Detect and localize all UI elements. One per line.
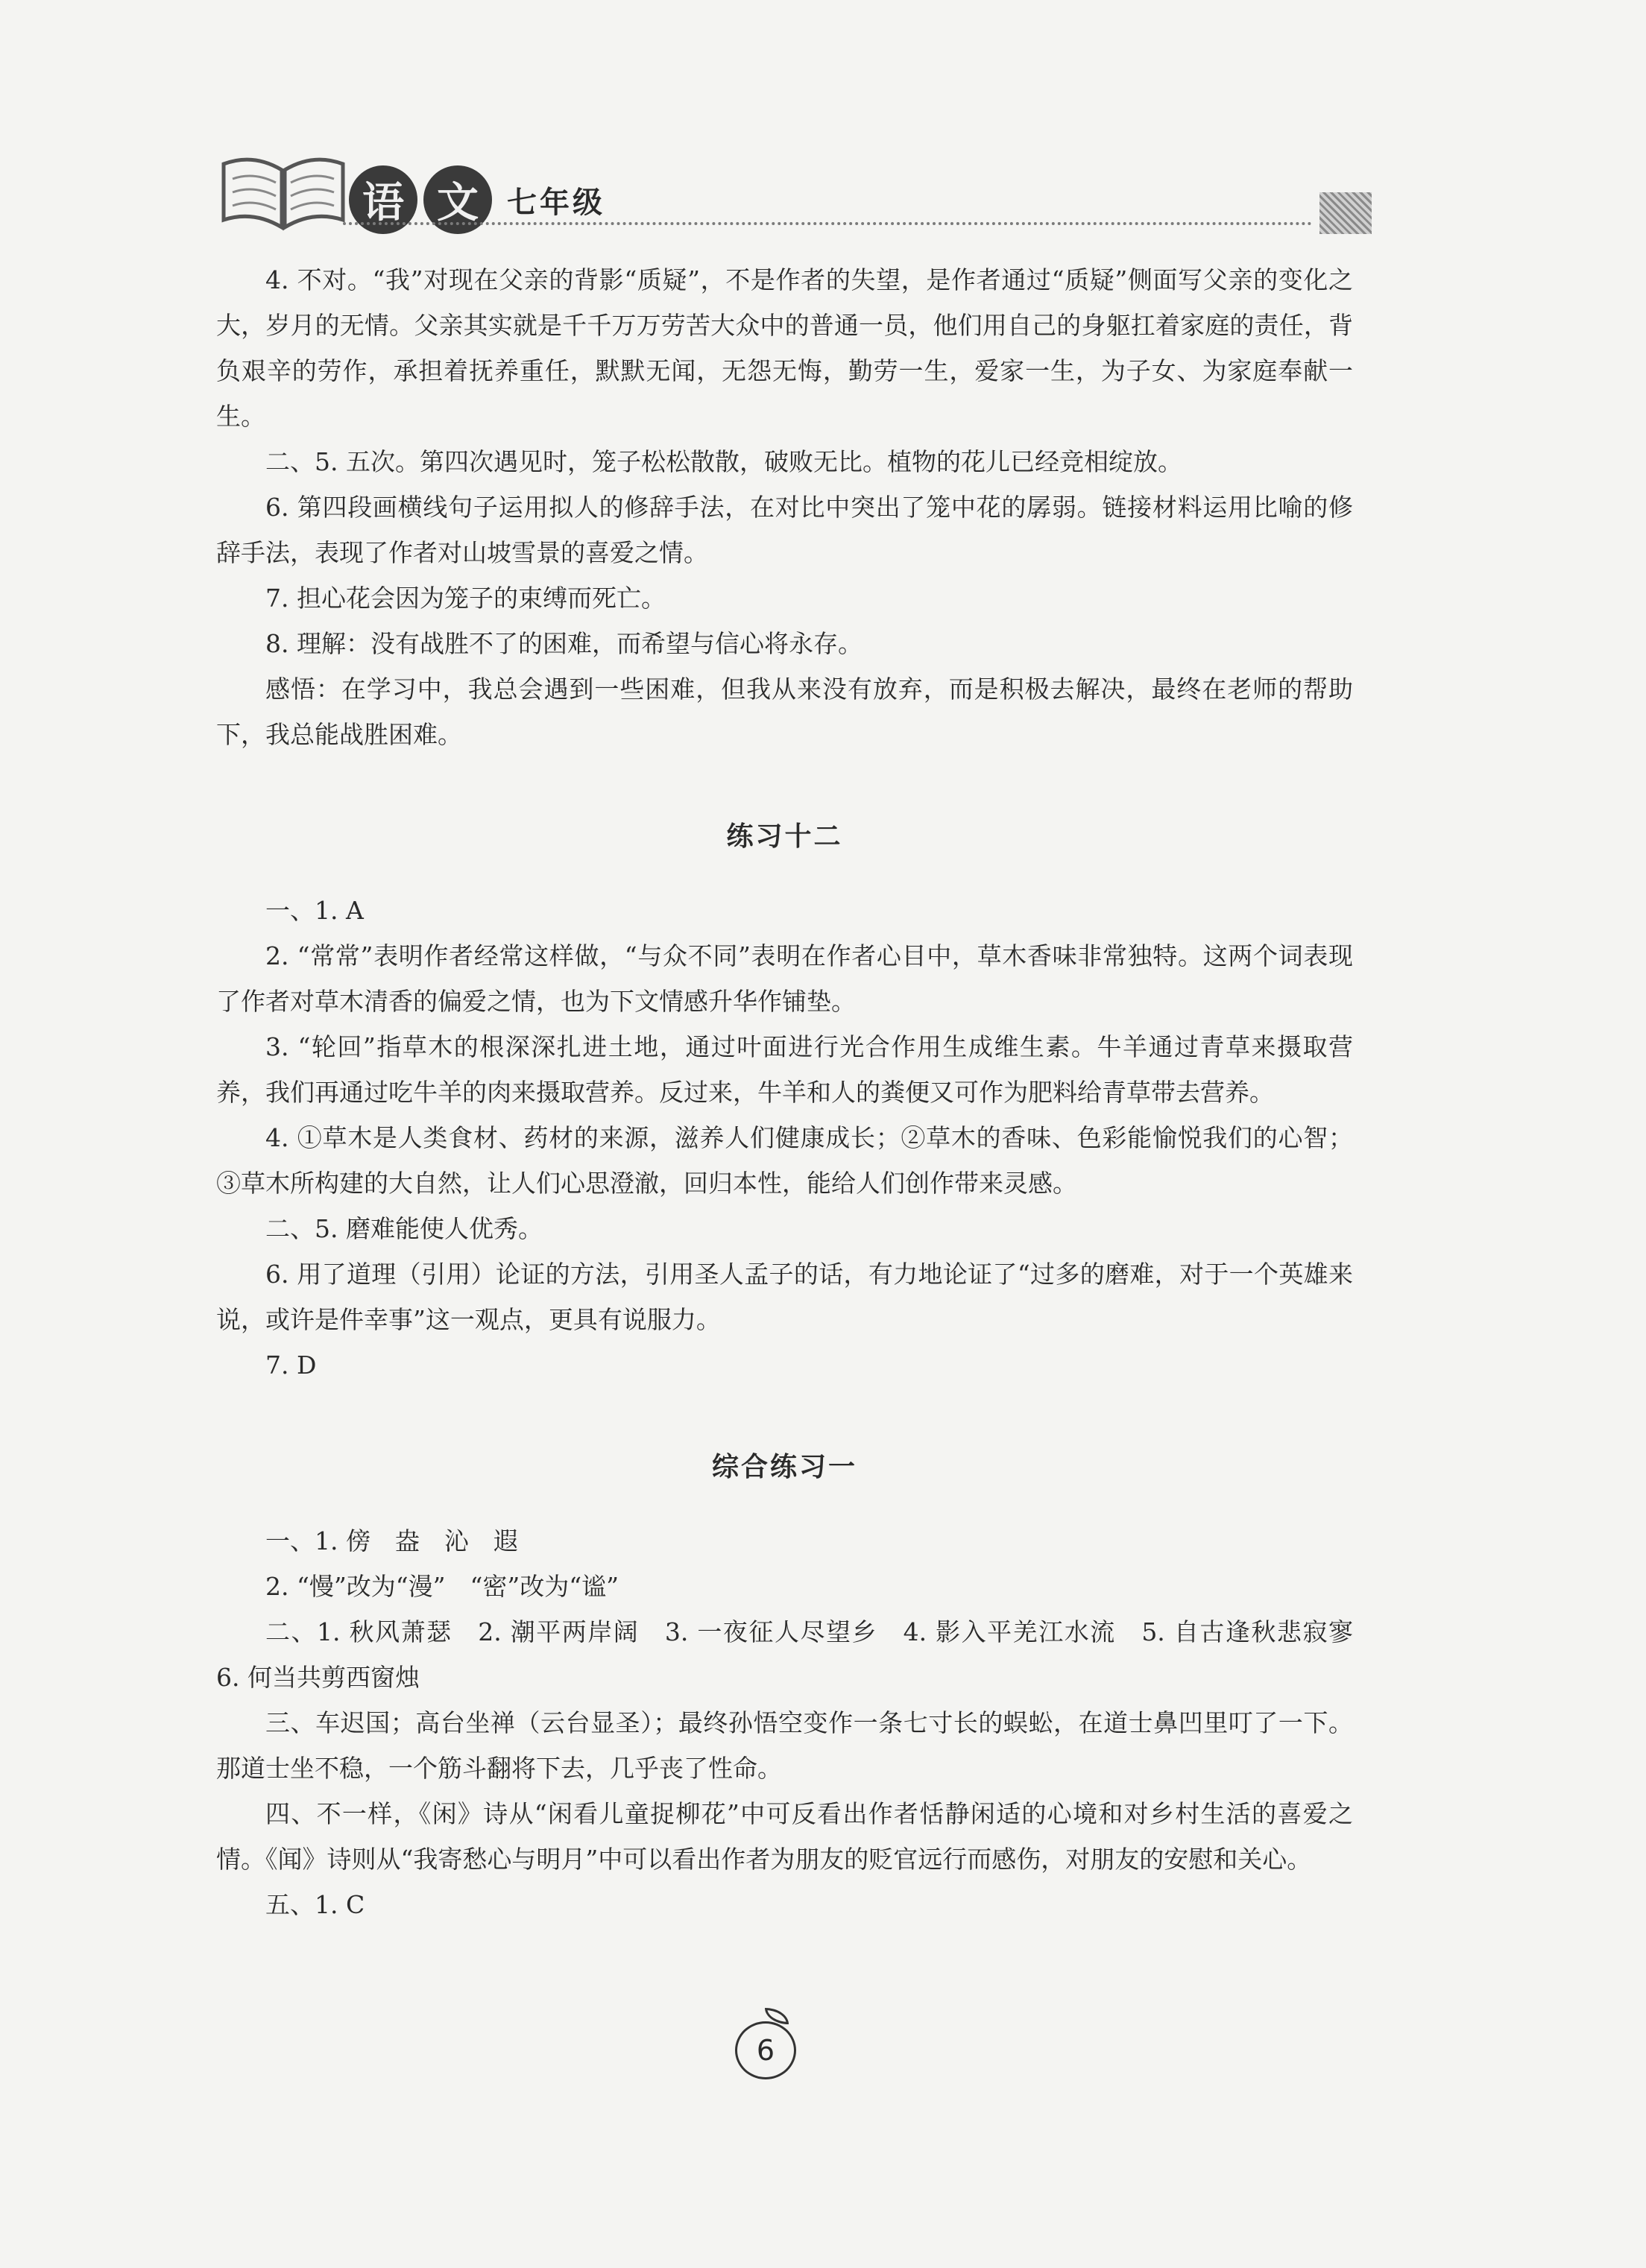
header-divider: [343, 222, 1312, 225]
section-comprehensive-1: [216, 1518, 1378, 1927]
section-continued: [216, 257, 1353, 757]
answer-paragraph: 二、5. 磨难能使人优秀。: [265, 1214, 543, 1243]
answer-paragraph: 6. 用了道理（引用）论证的方法，引用圣人孟子的话，有力地论证了“过多的磨难，对于一个英雄来说，或许是件幸事”这一观点，更具有说服力。: [216, 1260, 1353, 1334]
answer-content: [216, 257, 1378, 1927]
answer-paragraph: 感悟：在学习中，我总会遇到一些困难，但我从来没有放弃，而是积极去解决，最终在老师的帮助下，我总能战胜困难。: [216, 675, 1353, 749]
answer-paragraph: 2. “慢”改为“漫” “密”改为“谧”: [265, 1572, 619, 1601]
section-title: 综合练习一: [711, 1452, 857, 1482]
grade-label: 七年级: [507, 186, 605, 220]
answer-paragraph: 2. “常常”表明作者经常这样做，“与众不同”表明在作者心目中，草木香味非常独特。这两个词表现了作者对草木清香的偏爱之情，也为下文情感升华作铺垫。: [216, 941, 1353, 1016]
answer-paragraph: 7. D: [265, 1351, 317, 1380]
answer-paragraph: 6. 第四段画横线句子运用拟人的修辞手法，在对比中突出了笼中花的孱弱。链接材料运用比喻的修辞手法，表现了作者对山坡雪景的喜爱之情。: [216, 493, 1353, 567]
answer-paragraph: 三、车迟国；高台坐禅（云台显圣）；最终孙悟空变作一条七寸长的蜈蚣，在道士鼻凹里叮了一下。那道士坐不稳，一个筋斗翻将下去，几乎丧了性命。: [216, 1708, 1353, 1783]
answer-paragraph: 二、1. 秋风萧瑟 2. 潮平两岸阔 3. 一夜征人尽望乡 4. 影入平羌江水流 5. 自古逢秋悲寂寥 6. 何当共剪西窗烛: [216, 1617, 1378, 1692]
answer-paragraph: 7. 担心花会因为笼子的束缚而死亡。: [265, 584, 666, 613]
answer-paragraph: 8. 理解：没有战胜不了的困难，而希望与信心将永存。: [265, 629, 863, 658]
answer-paragraph: 3. “轮回”指草木的根深深扎进土地，通过叶面进行光合作用生成维生素。牛羊通过青草来摄取营养，我们再通过吃牛羊的肉来摄取营养。反过来，牛羊和人的粪便又可作为肥料给青草带去营养。: [216, 1032, 1353, 1107]
answer-paragraph: 二、5. 五次。第四次遇见时，笼子松松散散，破败无比。植物的花儿已经竞相绽放。: [265, 447, 1182, 476]
page-header: [0, 0, 1646, 246]
answer-paragraph: 四、不一样，《闲》诗从“闲看儿童捉柳花”中可反看出作者恬静闲适的心境和对乡村生活的喜爱之情。《闻》诗则从“我寄愁心与明月”中可以看出作者为朋友的贬官远行而感伤，对朋友的安慰和关心。: [216, 1799, 1353, 1874]
answer-paragraph: 4. 不对。“我”对现在父亲的背影“质疑”，不是作者的失望，是作者通过“质疑”侧面写父亲的变化之大，岁月的无情。父亲其实就是千千万万劳苦大众中的普通一员，他们用自己的身躯扛着家庭的责任，背负艰辛的劳作，承担着抚养重任，默默无闻，无怨无悔，勤劳一生，爱家一生，为子女、为家庭奉献一生。: [216, 265, 1353, 431]
corner-ornament: [1319, 192, 1372, 234]
subject-char-yu: 语: [349, 165, 417, 234]
section-title: 练习十二: [726, 821, 843, 852]
answer-paragraph: 一、1. A: [265, 896, 364, 925]
answer-paragraph: 五、1. C: [265, 1890, 365, 1919]
page-number: 6: [735, 2021, 796, 2079]
subject-char-wen: 文: [423, 165, 492, 234]
open-book-icon: [216, 149, 350, 231]
section-exercise-12: [216, 888, 1353, 1388]
answer-paragraph: 4. ①草木是人类食材、药材的来源，滋养人们健康成长；②草木的香味、色彩能愉悦我们的心智；③草木所构建的大自然，让人们心思澄澈，回归本性，能给人们创作带来灵感。: [216, 1123, 1353, 1198]
answer-paragraph: 一、1. 傍 盎 沁 遐: [265, 1526, 518, 1555]
